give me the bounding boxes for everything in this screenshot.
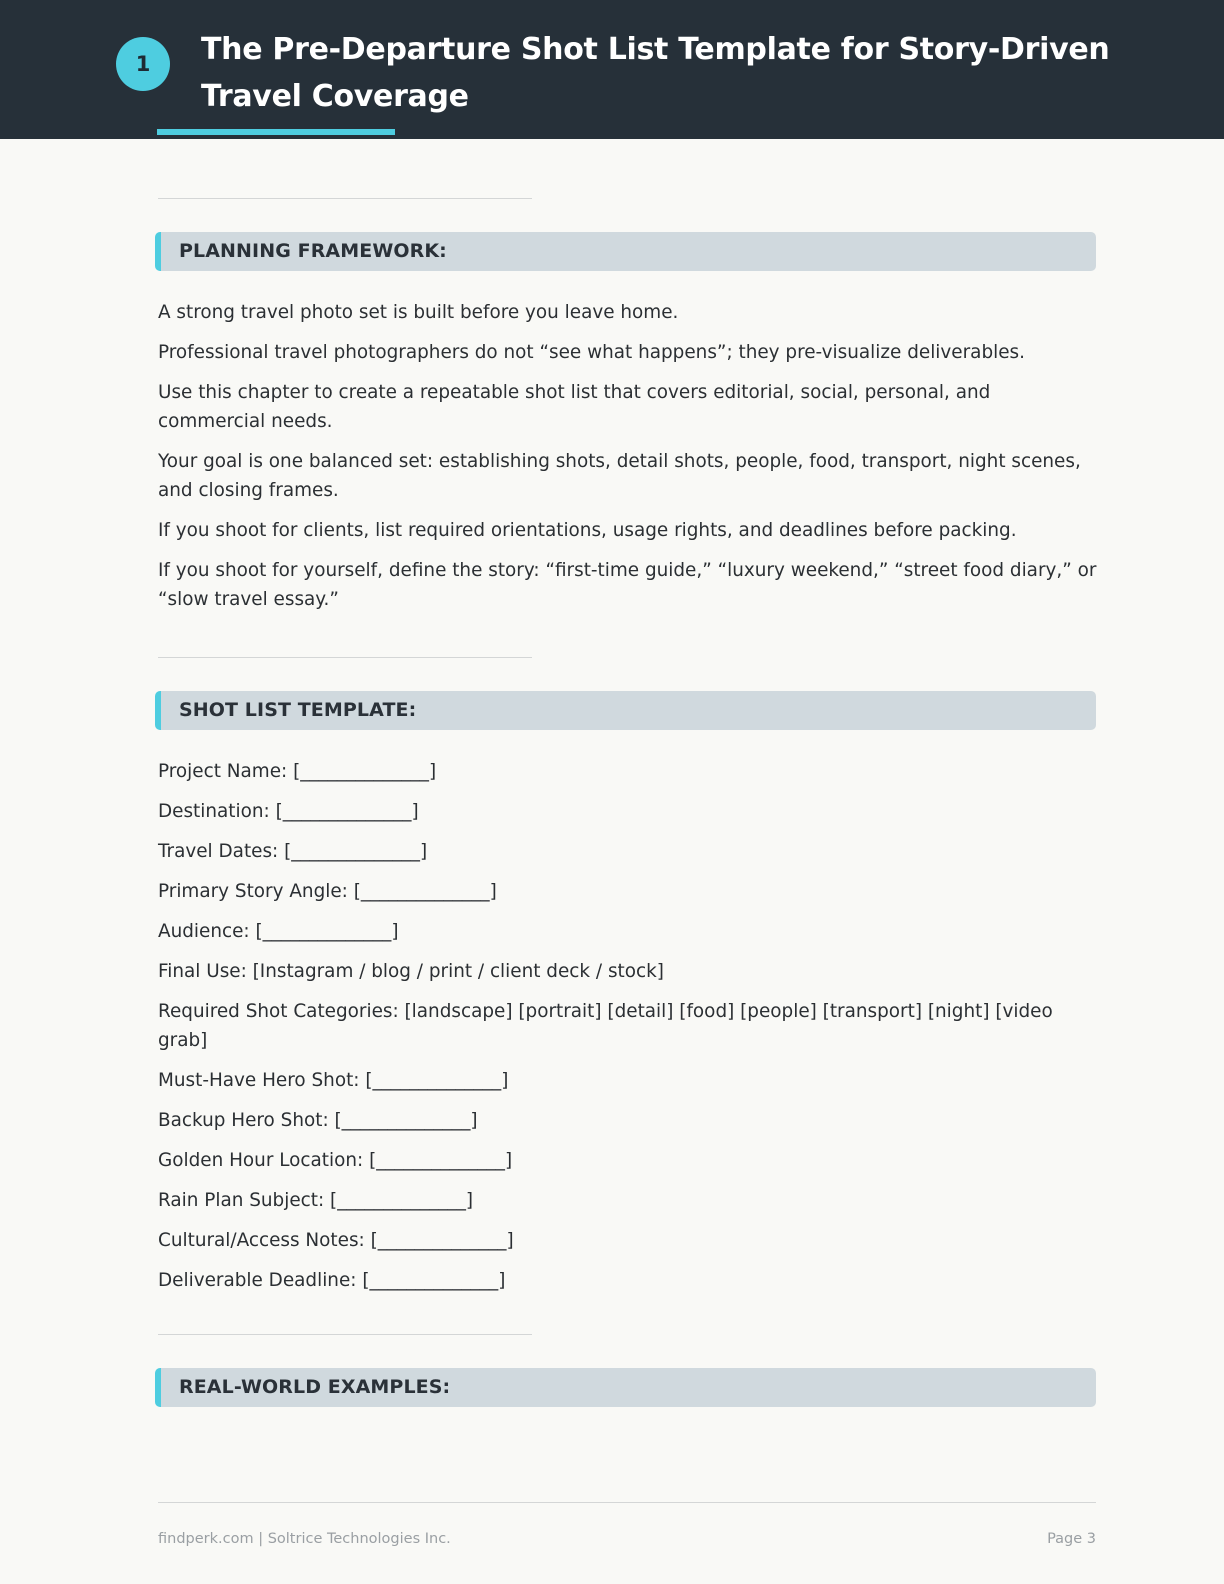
template-field: Must-Have Hero Shot: [______________] [158,1070,509,1091]
template-field: Primary Story Angle: [______________] [158,881,497,902]
template-field: Rain Plan Subject: [______________] [158,1190,474,1211]
section-divider [158,657,532,658]
section-header-shot-list-template [155,691,1096,730]
section-heading: PLANNING FRAMEWORK: [179,240,447,262]
section-header-planning-framework [155,232,1096,271]
template-field: Deliverable Deadline: [______________] [158,1270,506,1291]
footer-divider [158,1502,1096,1503]
chapter-number-badge: 1 [116,37,170,91]
section-heading: SHOT LIST TEMPLATE: [179,699,417,721]
paragraph: If you shoot for clients, list required orientations, usage rights, and deadlines before packing. [158,520,1017,541]
paragraph: Professional travel photographers do not “see what happens”; they pre-visualize deliverables. [158,342,1025,363]
template-field: Destination: [______________] [158,801,419,822]
paragraph: Your goal is one balanced set: establishing shots, detail shots, people, food, transport, night scenes, and closing frames. [158,451,1081,501]
section-divider [158,198,532,199]
template-field: Required Shot Categories: [landscape] [portrait] [detail] [food] [people] [transport] [night] [video grab] [158,1001,1053,1051]
paragraph: Use this chapter to create a repeatable shot list that covers editorial, social, personal, and commercial needs. [158,382,991,432]
section-header-real-world-examples [155,1368,1096,1407]
page-title: The Pre-Departure Shot List Template for Story-Driven Travel Coverage [201,32,1110,114]
section-divider [158,1334,532,1335]
template-field: Final Use: [Instagram / blog / print / client deck / stock] [158,961,664,982]
section-heading: REAL-WORLD EXAMPLES: [179,1376,451,1398]
template-field: Cultural/Access Notes: [______________] [158,1230,514,1251]
planning-framework-body [158,298,1098,625]
template-field: Travel Dates: [______________] [158,841,428,862]
paragraph: If you shoot for yourself, define the story: “first-time guide,” “luxury weekend,” “street food diary,” or “slow travel essay.” [158,560,1097,610]
paragraph: A strong travel photo set is built before you leave home. [158,302,679,323]
title-accent-underline [157,129,395,135]
template-field: Backup Hero Shot: [______________] [158,1110,478,1131]
footer-publisher: findperk.com | Soltrice Technologies Inc. [158,1531,451,1547]
template-field: Audience: [______________] [158,921,399,942]
shot-list-template-body [158,757,1098,1306]
page-number: Page 3 [1047,1531,1096,1547]
template-field: Golden Hour Location: [______________] [158,1150,513,1171]
page-header [0,0,1224,139]
template-field: Project Name: [______________] [158,761,437,782]
